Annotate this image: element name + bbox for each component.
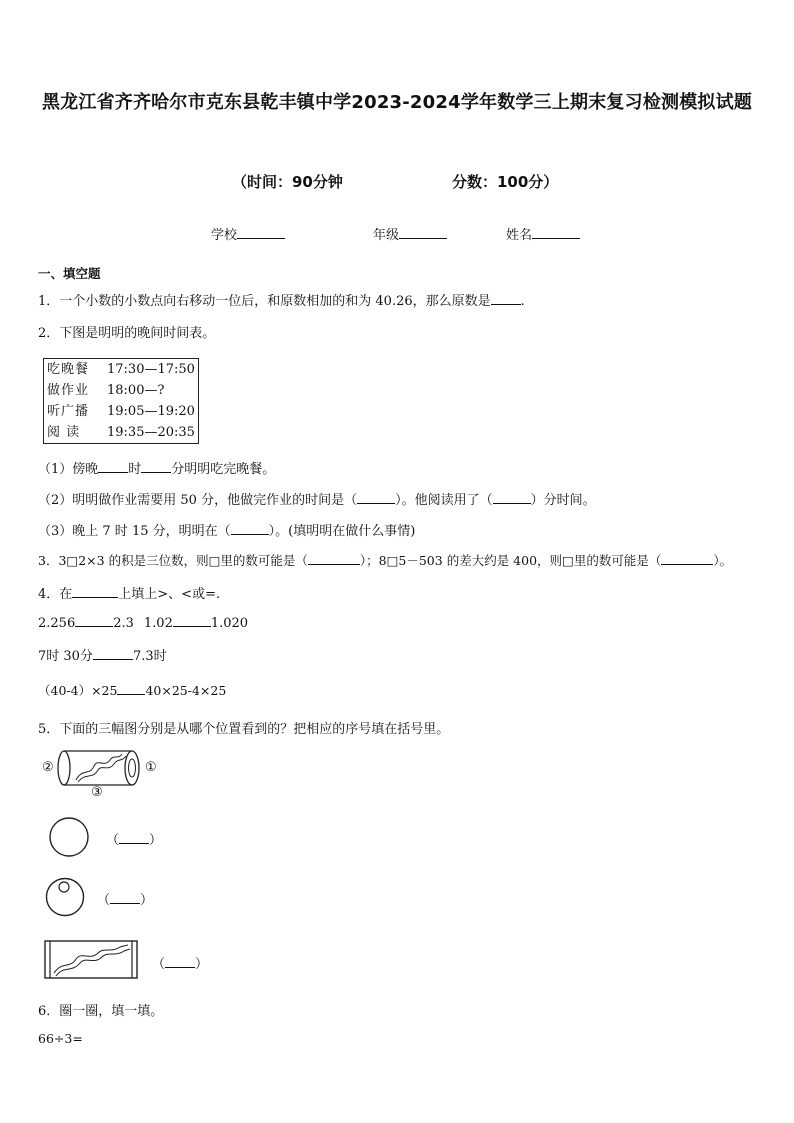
q4-r2-a: 7时 30分	[38, 649, 93, 664]
q4-r1-a: 2.256	[38, 616, 76, 631]
question-4-row-3	[38, 681, 226, 699]
question-2-2	[38, 489, 596, 508]
q3-text-c: ）。	[713, 553, 733, 568]
section-heading: 一、填空题	[38, 266, 101, 281]
q3-text-a: 3．3□2×3 的积是三位数，则□里的数可能是（	[38, 553, 308, 568]
view-3-answer	[152, 953, 208, 972]
q2-1-text-b: 时	[128, 462, 142, 477]
schedule-time: 18:00—?	[107, 383, 165, 398]
school-blank[interactable]	[237, 226, 285, 239]
question-5-intro: 5．下面的三幅图分别是从哪个位置看到的？把相应的序号填在括号里。	[38, 722, 450, 737]
schedule-row	[44, 422, 199, 444]
q4-r1-d: 1.020	[210, 616, 249, 631]
school-field	[211, 224, 285, 243]
view-rectangle-figure	[44, 939, 139, 981]
q4-text-b: 上填上>、<或=.	[118, 587, 221, 602]
question-4-row-1	[38, 614, 248, 631]
q2-2-text-c: ）分时间。	[530, 493, 596, 508]
question-2-3	[38, 520, 415, 539]
question-2-1	[38, 458, 275, 477]
view-1-paren-close: ）	[149, 833, 163, 848]
q4-r3-b: 40×25-4×25	[145, 683, 227, 698]
name-blank[interactable]	[532, 226, 580, 239]
view-3-blank[interactable]	[165, 955, 195, 968]
position-2-label: ②	[42, 760, 54, 775]
schedule-activity: 吃晚餐	[47, 362, 90, 377]
q2-1-blank-hour[interactable]	[98, 460, 128, 473]
q4-r2-blank[interactable]	[93, 647, 133, 660]
school-label: 学校	[211, 228, 238, 243]
q3-blank-2[interactable]	[661, 552, 713, 565]
name-label: 姓名	[506, 228, 533, 243]
position-1-label: ①	[145, 760, 157, 775]
schedule-time: 17:30—17:50	[107, 362, 195, 377]
view-1-answer	[106, 829, 162, 848]
q4-r1-b: 2.3	[113, 616, 134, 631]
view-2-paren-close: ）	[140, 893, 154, 908]
question-3	[38, 551, 732, 569]
name-field	[506, 224, 580, 243]
question-2-intro: 2．下图是明明的晚间时间表。	[38, 326, 216, 341]
grade-label: 年级	[373, 228, 400, 243]
q4-blank-sample	[72, 585, 118, 598]
view-3-paren-close: ）	[195, 957, 209, 972]
question-6-intro: 6．圈一圈，填一填。	[38, 1004, 164, 1019]
q1-blank[interactable]	[491, 292, 521, 305]
view-2-answer	[97, 889, 153, 908]
cylinder-figure	[56, 748, 146, 788]
schedule-activity: 阅 读	[47, 425, 81, 440]
q2-1-text-a: （1）傍晚	[38, 462, 99, 477]
schedule-table	[43, 358, 199, 444]
q4-text-a: 4．在	[38, 587, 73, 602]
position-3-label: ③	[91, 785, 103, 800]
q2-2-text-b: ）。他阅读用了（	[395, 493, 493, 508]
grade-blank[interactable]	[399, 226, 447, 239]
question-1	[38, 290, 525, 309]
view-2-paren-open: （	[97, 893, 111, 908]
question-6-expr: 66÷3=	[38, 1031, 83, 1046]
schedule-time: 19:05—19:20	[107, 404, 195, 419]
view-circle-hole-figure	[45, 876, 85, 918]
view-circle-figure	[48, 816, 90, 858]
q4-r2-b: 7.3时	[132, 649, 167, 664]
grade-field	[373, 224, 447, 243]
q4-r1-blank-2[interactable]	[173, 614, 211, 627]
q2-1-text-c: 分明明吃完晚餐。	[171, 462, 276, 477]
schedule-time: 19:35—20:35	[107, 425, 195, 440]
q1-end: .	[520, 294, 525, 309]
schedule-row	[44, 380, 199, 401]
schedule-activity: 做作业	[47, 383, 90, 398]
question-4-row-2	[38, 645, 167, 664]
view-3-paren-open: （	[152, 957, 166, 972]
schedule-row	[44, 401, 199, 422]
q2-3-text-b: ）。(填明明在做什么事情)	[268, 524, 416, 539]
schedule-row	[44, 359, 199, 381]
q2-1-blank-minute[interactable]	[141, 460, 171, 473]
schedule-activity: 听广播	[47, 404, 90, 419]
q4-r1-blank-1[interactable]	[75, 614, 113, 627]
q2-3-blank[interactable]	[231, 522, 269, 535]
q3-blank-1[interactable]	[308, 552, 360, 565]
view-1-paren-open: （	[106, 833, 120, 848]
question-4	[38, 583, 220, 602]
exam-time: （时间：90分钟	[232, 173, 343, 191]
exam-subtitle	[0, 171, 794, 193]
q4-r3-a: （40-4）×25	[38, 683, 118, 698]
q4-r3-blank[interactable]	[117, 682, 145, 695]
q1-text: 1．一个小数的小数点向右移动一位后，和原数相加的和为 40.26，那么原数是	[38, 294, 491, 309]
q3-text-b: ）；8□5－503 的差大约是 400，则□里的数可能是（	[359, 553, 662, 568]
view-1-blank[interactable]	[119, 831, 149, 844]
page-title: 黑龙江省齐齐哈尔市克东县乾丰镇中学2023-2024学年数学三上期末复习检测模拟试题	[41, 92, 753, 113]
view-2-blank[interactable]	[110, 891, 140, 904]
q2-2-blank-2[interactable]	[493, 491, 531, 504]
exam-score: 分数：100分）	[452, 173, 559, 191]
q2-2-text-a: （2）明明做作业需要用 50 分，他做完作业的时间是（	[38, 493, 358, 508]
q4-r1-c: 1.02	[143, 616, 173, 631]
q2-2-blank-1[interactable]	[357, 491, 395, 504]
q2-3-text-a: （3）晚上 7 时 15 分，明明在（	[38, 524, 231, 539]
